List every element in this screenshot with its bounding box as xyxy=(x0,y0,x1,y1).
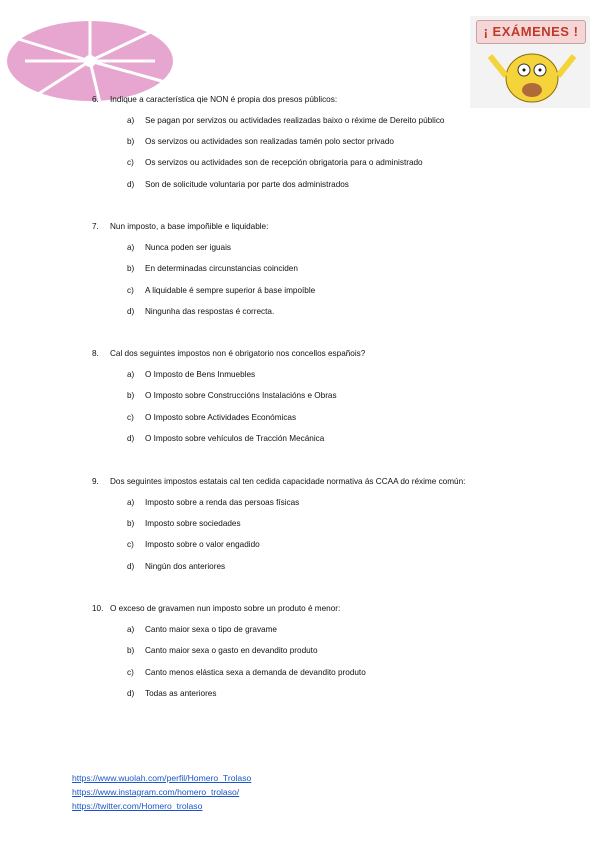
option-text: Se pagan por servizos ou actividades realizadas baixo o réxime de Dereito público xyxy=(145,116,445,125)
option-letter: a) xyxy=(127,243,135,252)
option-text: Ningún dos anteriores xyxy=(145,562,226,571)
question-6 xyxy=(92,95,337,104)
option-letter: b) xyxy=(127,137,135,146)
option-letter: d) xyxy=(127,562,135,571)
question-8 xyxy=(92,349,365,358)
option-letter: b) xyxy=(127,646,135,655)
option-text: Todas as anteriores xyxy=(145,689,217,698)
option-letter: b) xyxy=(127,264,135,273)
question-10 xyxy=(92,604,340,613)
question-text: O exceso de gravamen nun imposto sobre un produto é menor: xyxy=(110,604,341,613)
wuolah-profile-link[interactable]: https://www.wuolah.com/perfil/Homero_Trolaso xyxy=(72,773,252,783)
question-number: 8. xyxy=(92,349,99,358)
option-text: A liquidable é sempre superior á base impoíble xyxy=(145,286,316,295)
option-8a xyxy=(127,370,255,379)
option-text: O Imposto sobre Actividades Económicas xyxy=(145,413,297,422)
option-letter: d) xyxy=(127,307,135,316)
option-9a xyxy=(127,498,299,507)
examenes-logo xyxy=(470,16,590,108)
option-text: Imposto sobre sociedades xyxy=(145,519,241,528)
option-8c xyxy=(127,413,296,422)
option-6a xyxy=(127,116,444,125)
option-text: O Imposto sobre Construccións Instalacións e Obras xyxy=(145,391,337,400)
option-9c xyxy=(127,540,260,549)
option-letter: a) xyxy=(127,498,135,507)
question-7 xyxy=(92,222,268,231)
option-text: O Imposto sobre vehículos de Tracción Mecánica xyxy=(145,434,325,443)
option-letter: c) xyxy=(127,286,134,295)
question-text: Indique a característica qie NON é propia dos presos públicos: xyxy=(110,95,338,104)
option-letter: c) xyxy=(127,540,134,549)
question-9 xyxy=(92,477,465,486)
question-text: Dos seguintes impostos estatais cal ten cedida capacidade normativa ás CCAA do réxime común: xyxy=(110,477,466,486)
option-text: Imposto sobre o valor engadido xyxy=(145,540,260,549)
examenes-banner: ¡ EXÁMENES ! xyxy=(476,20,586,44)
option-6b xyxy=(127,137,394,146)
option-text: Os servizos ou actividades son de recepción obrigatoria para o administrado xyxy=(145,158,423,167)
question-number: 7. xyxy=(92,222,99,231)
option-text: En determinadas circunstancias coinciden xyxy=(145,264,298,273)
option-letter: d) xyxy=(127,689,135,698)
option-text: Canto maior sexa o tipo de gravame xyxy=(145,625,277,634)
option-text: Ningunha das respostas é correcta. xyxy=(145,307,275,316)
option-letter: b) xyxy=(127,519,135,528)
option-10d xyxy=(127,689,216,698)
option-10c xyxy=(127,668,366,677)
option-7b xyxy=(127,264,298,273)
option-text: Imposto sobre a renda das persoas físicas xyxy=(145,498,300,507)
option-9d xyxy=(127,562,225,571)
option-7d xyxy=(127,307,274,316)
option-6c xyxy=(127,158,423,167)
option-10a xyxy=(127,625,277,634)
option-7c xyxy=(127,286,315,295)
option-letter: a) xyxy=(127,370,135,379)
option-text: Canto menos elástica sexa a demanda de devandito produto xyxy=(145,668,366,677)
option-text: O Imposto de Bens Inmuebles xyxy=(145,370,256,379)
option-text: Canto maior sexa o gasto en devandito produto xyxy=(145,646,318,655)
university-logo xyxy=(5,18,175,104)
option-text: Nunca poden ser iguais xyxy=(145,243,232,252)
question-text: Cal dos seguintes impostos non é obrigatorio nos concellos españois? xyxy=(110,349,366,358)
twitter-profile-link[interactable]: https://twitter.com/Homero_trolaso xyxy=(72,801,203,811)
option-letter: c) xyxy=(127,668,134,677)
option-8d xyxy=(127,434,324,443)
option-letter: b) xyxy=(127,391,135,400)
option-letter: c) xyxy=(127,158,134,167)
instagram-profile-link[interactable]: https://www.instagram.com/homero_trolaso/ xyxy=(72,787,240,797)
option-8b xyxy=(127,391,337,400)
option-letter: d) xyxy=(127,434,135,443)
option-6d xyxy=(127,180,349,189)
question-number: 10. xyxy=(92,604,104,613)
option-7a xyxy=(127,243,231,252)
option-letter: d) xyxy=(127,180,135,189)
option-letter: a) xyxy=(127,625,135,634)
option-letter: a) xyxy=(127,116,135,125)
question-number: 6. xyxy=(92,95,99,104)
option-text: Son de solicitude voluntaria por parte dos administrados xyxy=(145,180,349,189)
question-number: 9. xyxy=(92,477,99,486)
option-10b xyxy=(127,646,318,655)
option-9b xyxy=(127,519,241,528)
question-text: Nun imposto, a base impoñible e liquidable: xyxy=(110,222,269,231)
option-letter: c) xyxy=(127,413,134,422)
option-text: Os servizos ou actividades son realizadas tamén polo sector privado xyxy=(145,137,394,146)
